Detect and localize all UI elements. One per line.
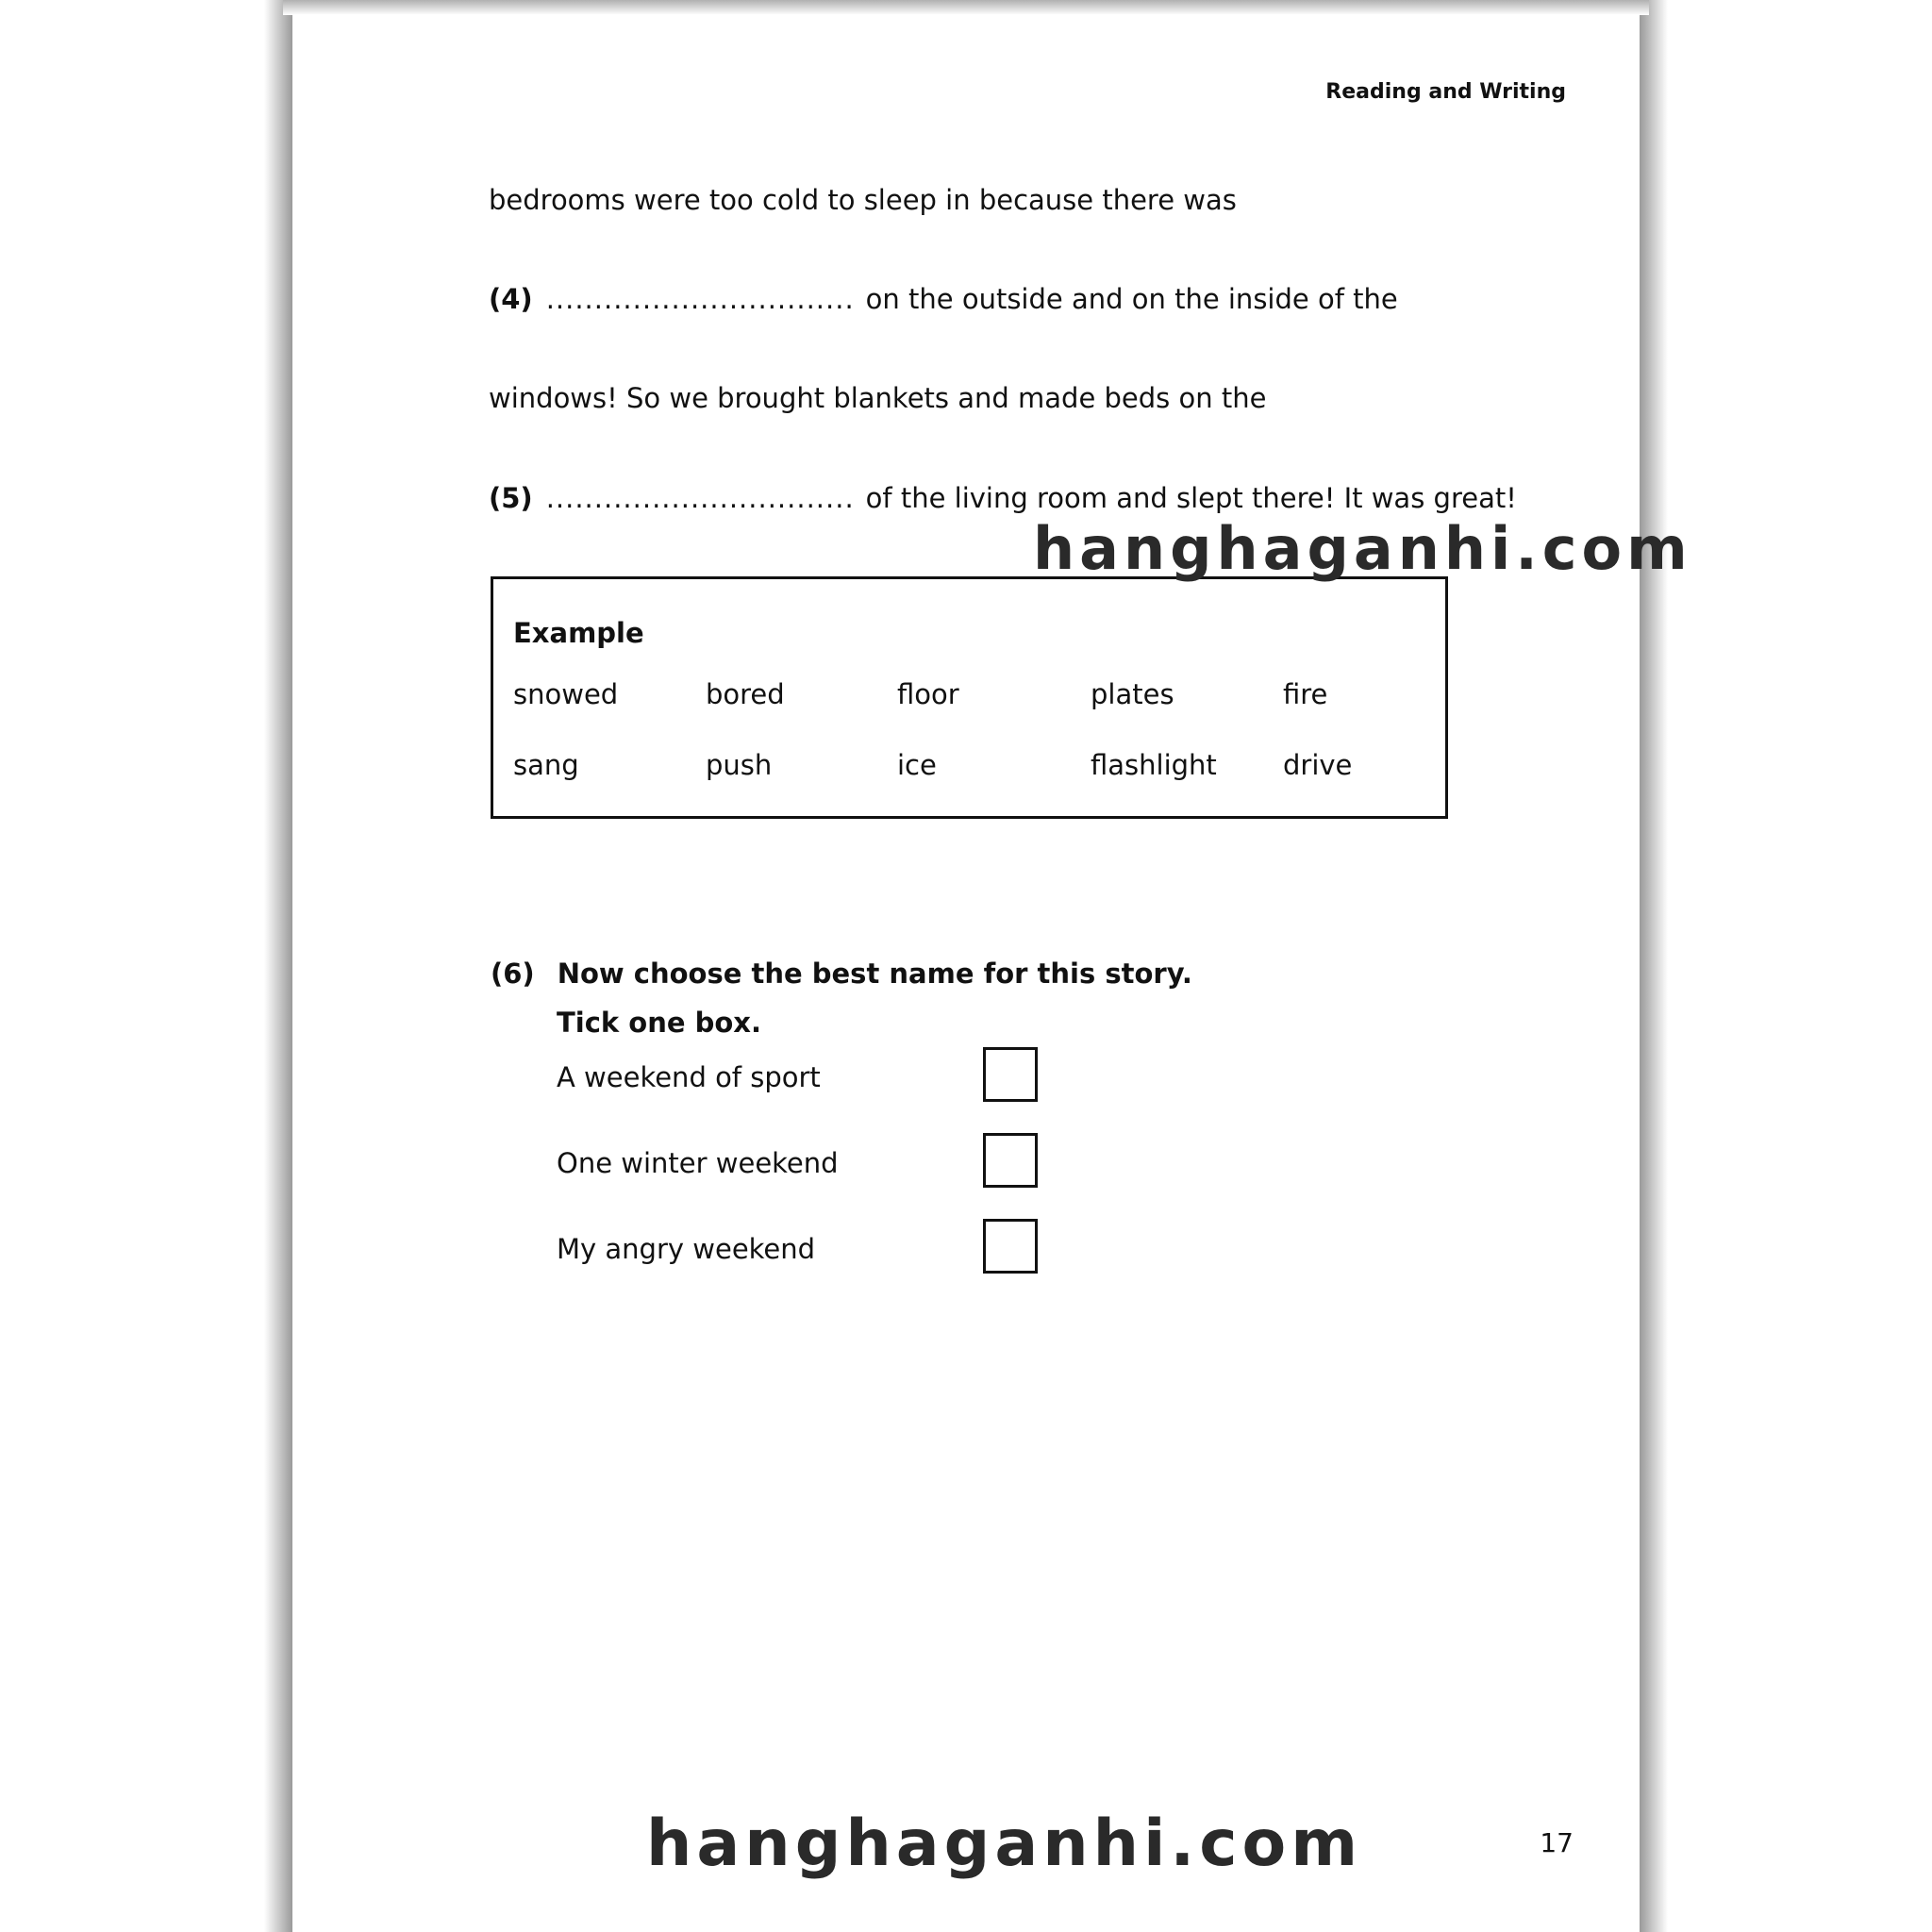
option-checkbox-1[interactable]	[983, 1047, 1038, 1102]
page-number: 17	[1540, 1827, 1574, 1858]
word: fire	[1283, 678, 1328, 710]
option-checkbox-2[interactable]	[983, 1133, 1038, 1188]
story-line-1: bedrooms were too cold to sleep in because there was	[489, 184, 1237, 216]
section-header: Reading and Writing	[1325, 80, 1566, 104]
story-line-3: windows! So we brought blankets and made beds on the	[489, 382, 1267, 414]
word: drive	[1283, 749, 1353, 781]
page-shadow-right	[1640, 0, 1668, 1932]
watermark: hanghaganhi.com	[1033, 514, 1692, 583]
worksheet-page	[292, 14, 1692, 1918]
word: plates	[1091, 678, 1174, 710]
question-instruction: Tick one box.	[557, 1007, 762, 1039]
option-label: A weekend of sport	[557, 1061, 821, 1093]
word: floor	[897, 678, 959, 710]
word: bored	[706, 678, 785, 710]
question-number-5: (5)	[489, 482, 533, 514]
option-checkbox-3[interactable]	[983, 1219, 1038, 1274]
watermark: hanghaganhi.com	[646, 1807, 1363, 1881]
page-shadow-top	[283, 0, 1649, 15]
story-line-4	[489, 482, 1517, 514]
page-shadow-left	[264, 0, 292, 1932]
word: snowed	[513, 678, 619, 710]
answer-blank-4[interactable]: ................................	[545, 283, 855, 315]
option-label: One winter weekend	[557, 1147, 839, 1179]
word: push	[706, 749, 773, 781]
question-number-4: (4)	[489, 283, 533, 315]
story-line-2	[489, 283, 1398, 315]
word: sang	[513, 749, 579, 781]
word-box-title: Example	[513, 617, 644, 649]
question-6-prompt	[491, 958, 1192, 990]
story-text: of the living room and slept there! It was great!	[865, 482, 1517, 514]
word-box	[491, 576, 1448, 819]
word: flashlight	[1091, 749, 1217, 781]
answer-blank-5[interactable]: ................................	[545, 482, 855, 514]
story-text: on the outside and on the inside of the	[865, 283, 1398, 315]
option-label: My angry weekend	[557, 1233, 816, 1265]
question-text: Now choose the best name for this story.	[557, 958, 1192, 990]
question-number-6: (6)	[491, 958, 535, 990]
word: ice	[897, 749, 937, 781]
